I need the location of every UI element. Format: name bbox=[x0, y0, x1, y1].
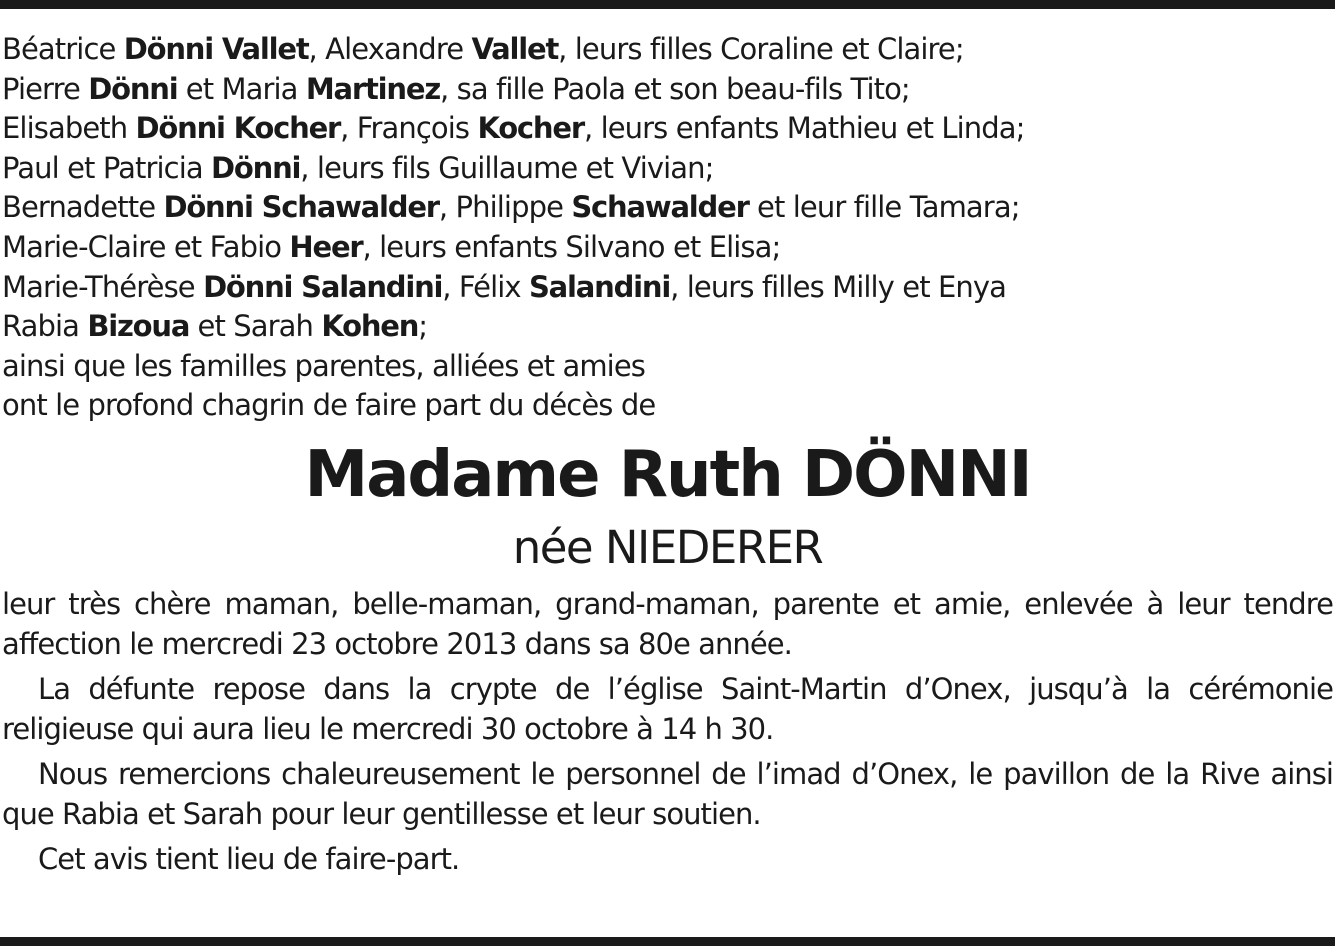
thanks-paragraph: Nous remercions chaleureusement le personnel de l’imad d’Onex, le pavillon de la Rive ainsi que Rabia et Sarah pour leur gentillesse et leur soutien. bbox=[2, 756, 1333, 832]
family-text: Béatrice bbox=[2, 32, 124, 66]
family-text: , Félix bbox=[442, 269, 529, 304]
family-text: , leurs filles Coraline et Claire; bbox=[558, 32, 964, 66]
intro-line-relatives: ainsi que les familles parentes, alliées et amies bbox=[2, 348, 645, 383]
family-surname: Dönni Vallet bbox=[123, 32, 309, 66]
family-line bbox=[0, 109, 1335, 149]
family-text: et Sarah bbox=[189, 309, 322, 344]
family-surname: Dönni Schawalder bbox=[163, 190, 439, 225]
family-surname: Kohen bbox=[321, 309, 419, 344]
notice-paragraph: Cet avis tient lieu de faire-part. bbox=[38, 841, 460, 876]
family-surname: Dönni Salandini bbox=[203, 269, 443, 304]
family-text: Elisabeth bbox=[2, 111, 136, 146]
family-line bbox=[0, 188, 1335, 228]
family-surname: Dönni bbox=[88, 71, 178, 106]
maiden-name: née NIEDERER bbox=[512, 520, 823, 574]
family-surname: Heer bbox=[289, 229, 363, 264]
family-surname: Bizoua bbox=[87, 309, 190, 344]
family-line bbox=[0, 70, 1335, 110]
family-text: , Alexandre bbox=[308, 32, 472, 66]
obituary-notice bbox=[0, 30, 1335, 879]
family-surname: Dönni bbox=[211, 150, 301, 185]
family-surname: Kocher bbox=[477, 111, 584, 146]
family-surname: Martinez bbox=[305, 71, 441, 106]
family-text: Rabia bbox=[2, 309, 88, 344]
family-text: , leurs enfants Silvano et Elisa; bbox=[362, 229, 781, 264]
notice-body bbox=[0, 584, 1335, 880]
family-text: Marie-Thérèse bbox=[2, 269, 204, 304]
family-text: , Philippe bbox=[438, 190, 572, 225]
top-rule bbox=[0, 0, 1335, 9]
family-surname: Vallet bbox=[471, 32, 559, 66]
family-text: Pierre bbox=[2, 71, 89, 106]
family-text: , leurs filles Milly et Enya bbox=[670, 269, 1007, 304]
intro-line-announcement: ont le profond chagrin de faire part du décès de bbox=[2, 388, 656, 423]
family-text: Paul et Patricia bbox=[2, 150, 212, 185]
family-text: , leurs enfants Mathieu et Linda; bbox=[583, 111, 1025, 146]
family-text: Bernadette bbox=[2, 190, 164, 225]
deceased-name: Madame Ruth DÖNNI bbox=[304, 437, 1031, 512]
family-text: et leur fille Tamara; bbox=[748, 190, 1020, 225]
family-surname: Schawalder bbox=[571, 190, 749, 225]
family-text: , François bbox=[340, 111, 478, 146]
family-line bbox=[0, 30, 1335, 70]
family-text: , sa fille Paola et son beau-fils Tito; bbox=[440, 71, 910, 106]
description-paragraph: leur très chère maman, belle-maman, grand-maman, parente et amie, enlevée à leur tendre affection le mercredi 23 octobre 2013 dans sa 80e année. bbox=[2, 586, 1333, 662]
family-text: , leurs fils Guillaume et Vivian; bbox=[300, 150, 714, 185]
bottom-rule bbox=[0, 937, 1335, 946]
family-line bbox=[0, 228, 1335, 268]
family-members-list bbox=[0, 30, 1335, 347]
family-surname: Dönni Kocher bbox=[135, 111, 341, 146]
family-line bbox=[0, 149, 1335, 189]
ceremony-paragraph: La défunte repose dans la crypte de l’église Saint-Martin d’Onex, jusqu’à la cérémonie religieuse qui aura lieu le mercredi 30 octobre à 14 h 30. bbox=[2, 671, 1333, 747]
family-line bbox=[0, 268, 1335, 308]
family-text: ; bbox=[418, 309, 428, 344]
family-line bbox=[0, 307, 1335, 347]
family-text: Marie-Claire et Fabio bbox=[2, 229, 290, 264]
family-text: et Maria bbox=[177, 71, 306, 106]
family-surname: Salandini bbox=[528, 269, 671, 304]
